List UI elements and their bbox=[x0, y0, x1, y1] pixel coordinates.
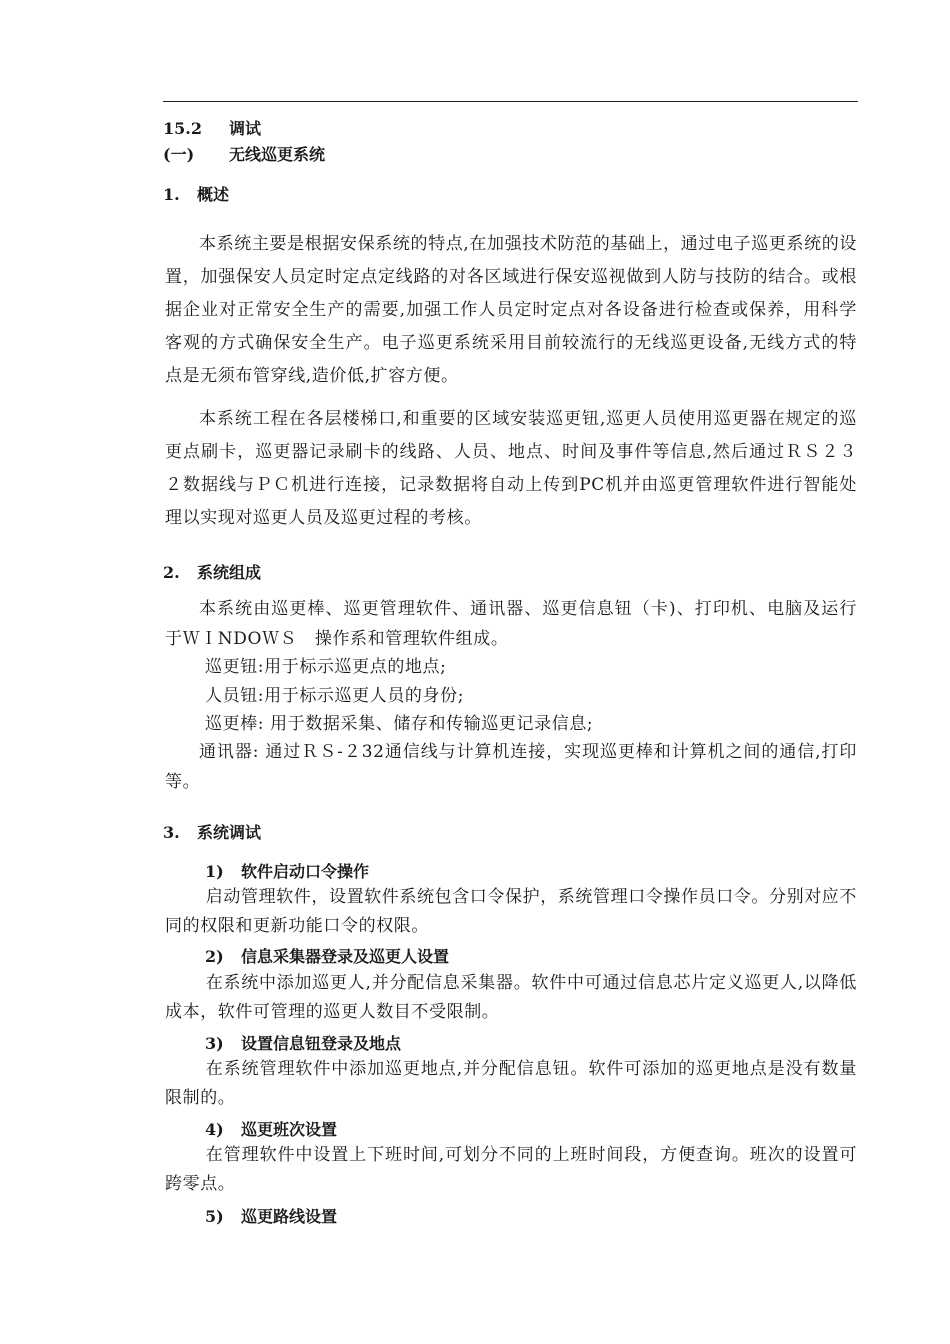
step-title: 设置信息钮登录及地点 bbox=[241, 1034, 402, 1053]
step-number: 2) bbox=[205, 947, 224, 966]
heading-number: 3. bbox=[163, 823, 180, 842]
section-title: 调试 bbox=[229, 119, 262, 138]
heading-title: 概述 bbox=[197, 185, 230, 204]
step-number: 3) bbox=[205, 1034, 224, 1053]
heading-debugging bbox=[163, 820, 261, 843]
overview-paragraph-2: 本系统工程在各层楼梯口,和重要的区域安装巡更钮,巡更人员使用巡更器在规定的巡更点刷卡，巡更器记录刷卡的线路、人员、地点、时间及事件等信息,然后通过ＲＳ２３２数据线与ＰＣ机进行连接，记录数据将自动上传到PC机并由巡更管理软件进行智能处理以实现对巡更人员及巡更过程的考核。 bbox=[165, 409, 857, 528]
section-heading bbox=[163, 116, 261, 139]
debug-step-title bbox=[205, 944, 449, 967]
composition-intro: 本系统由巡更棒、巡更管理软件、通讯器、巡更信息钮（卡)、打印机、电脑及运行于ＷＩNDOＷＳ 操作系和管理软件组成。 bbox=[165, 599, 857, 649]
debug-step-text: 在管理软件中设置上下班时间,可划分不同的上班时间段，方便查询。班次的设置可跨零点。 bbox=[165, 1145, 857, 1194]
heading-composition bbox=[163, 560, 261, 583]
heading-number: 1. bbox=[163, 185, 180, 204]
debug-step-text: 启动管理软件，设置软件系统包含口令保护，系统管理口令操作员口令。分别对应不同的权限和更新功能口令的权限。 bbox=[165, 887, 857, 936]
composition-item: 巡更钮:用于标示巡更点的地点; bbox=[205, 657, 447, 677]
subsection-title: 无线巡更系统 bbox=[229, 145, 326, 164]
debug-step-title bbox=[205, 1204, 337, 1227]
composition-item: 人员钮:用于标示巡更人员的身份; bbox=[205, 686, 465, 706]
header-rule bbox=[163, 101, 858, 102]
subsection-heading bbox=[163, 142, 325, 165]
section-number: 15.2 bbox=[163, 119, 202, 138]
overview-paragraph-1: 本系统主要是根据安保系统的特点,在加强技术防范的基础上，通过电子巡更系统的设置，加强保安人员定时定点定线路的对各区域进行保安巡视做到人防与技防的结合。或根据企业对正常安全生产的需要,加强工作人员定时定点对各设备进行检查或保养，用科学客观的方式确保安全生产。电子巡更系统采用目前较流行的无线巡更设备,无线方式的特点是无须布管穿线,造价低,扩容方便。 bbox=[165, 234, 857, 386]
step-title: 巡更班次设置 bbox=[241, 1120, 338, 1139]
debug-step-text: 在系统管理软件中添加巡更地点,并分配信息钮。软件可添加的巡更地点是没有数量限制的。 bbox=[165, 1059, 857, 1108]
subsection-number: (一) bbox=[163, 145, 195, 164]
debug-step-text: 在系统中添加巡更人,并分配信息采集器。软件中可通过信息芯片定义巡更人,以降低成本，软件可管理的巡更人数目不受限制。 bbox=[165, 973, 857, 1022]
debug-step-title bbox=[205, 1117, 337, 1140]
heading-title: 系统调试 bbox=[197, 823, 262, 842]
step-number: 1) bbox=[205, 862, 224, 881]
heading-title: 系统组成 bbox=[197, 563, 262, 582]
step-title: 软件启动口令操作 bbox=[241, 862, 370, 881]
composition-item: 巡更棒: 用于数据采集、储存和传输巡更记录信息; bbox=[205, 714, 594, 734]
debug-step-title bbox=[205, 859, 369, 882]
composition-item: 通讯器: 通过ＲＳ-２32通信线与计算机连接，实现巡更棒和计算机之间的通信,打印等。 bbox=[165, 742, 857, 792]
heading-overview bbox=[163, 182, 229, 205]
step-number: 5) bbox=[205, 1207, 224, 1226]
heading-number: 2. bbox=[163, 563, 180, 582]
step-number: 4) bbox=[205, 1120, 224, 1139]
debug-step-title bbox=[205, 1031, 401, 1054]
step-title: 信息采集器登录及巡更人设置 bbox=[241, 947, 450, 966]
step-title: 巡更路线设置 bbox=[241, 1207, 338, 1226]
